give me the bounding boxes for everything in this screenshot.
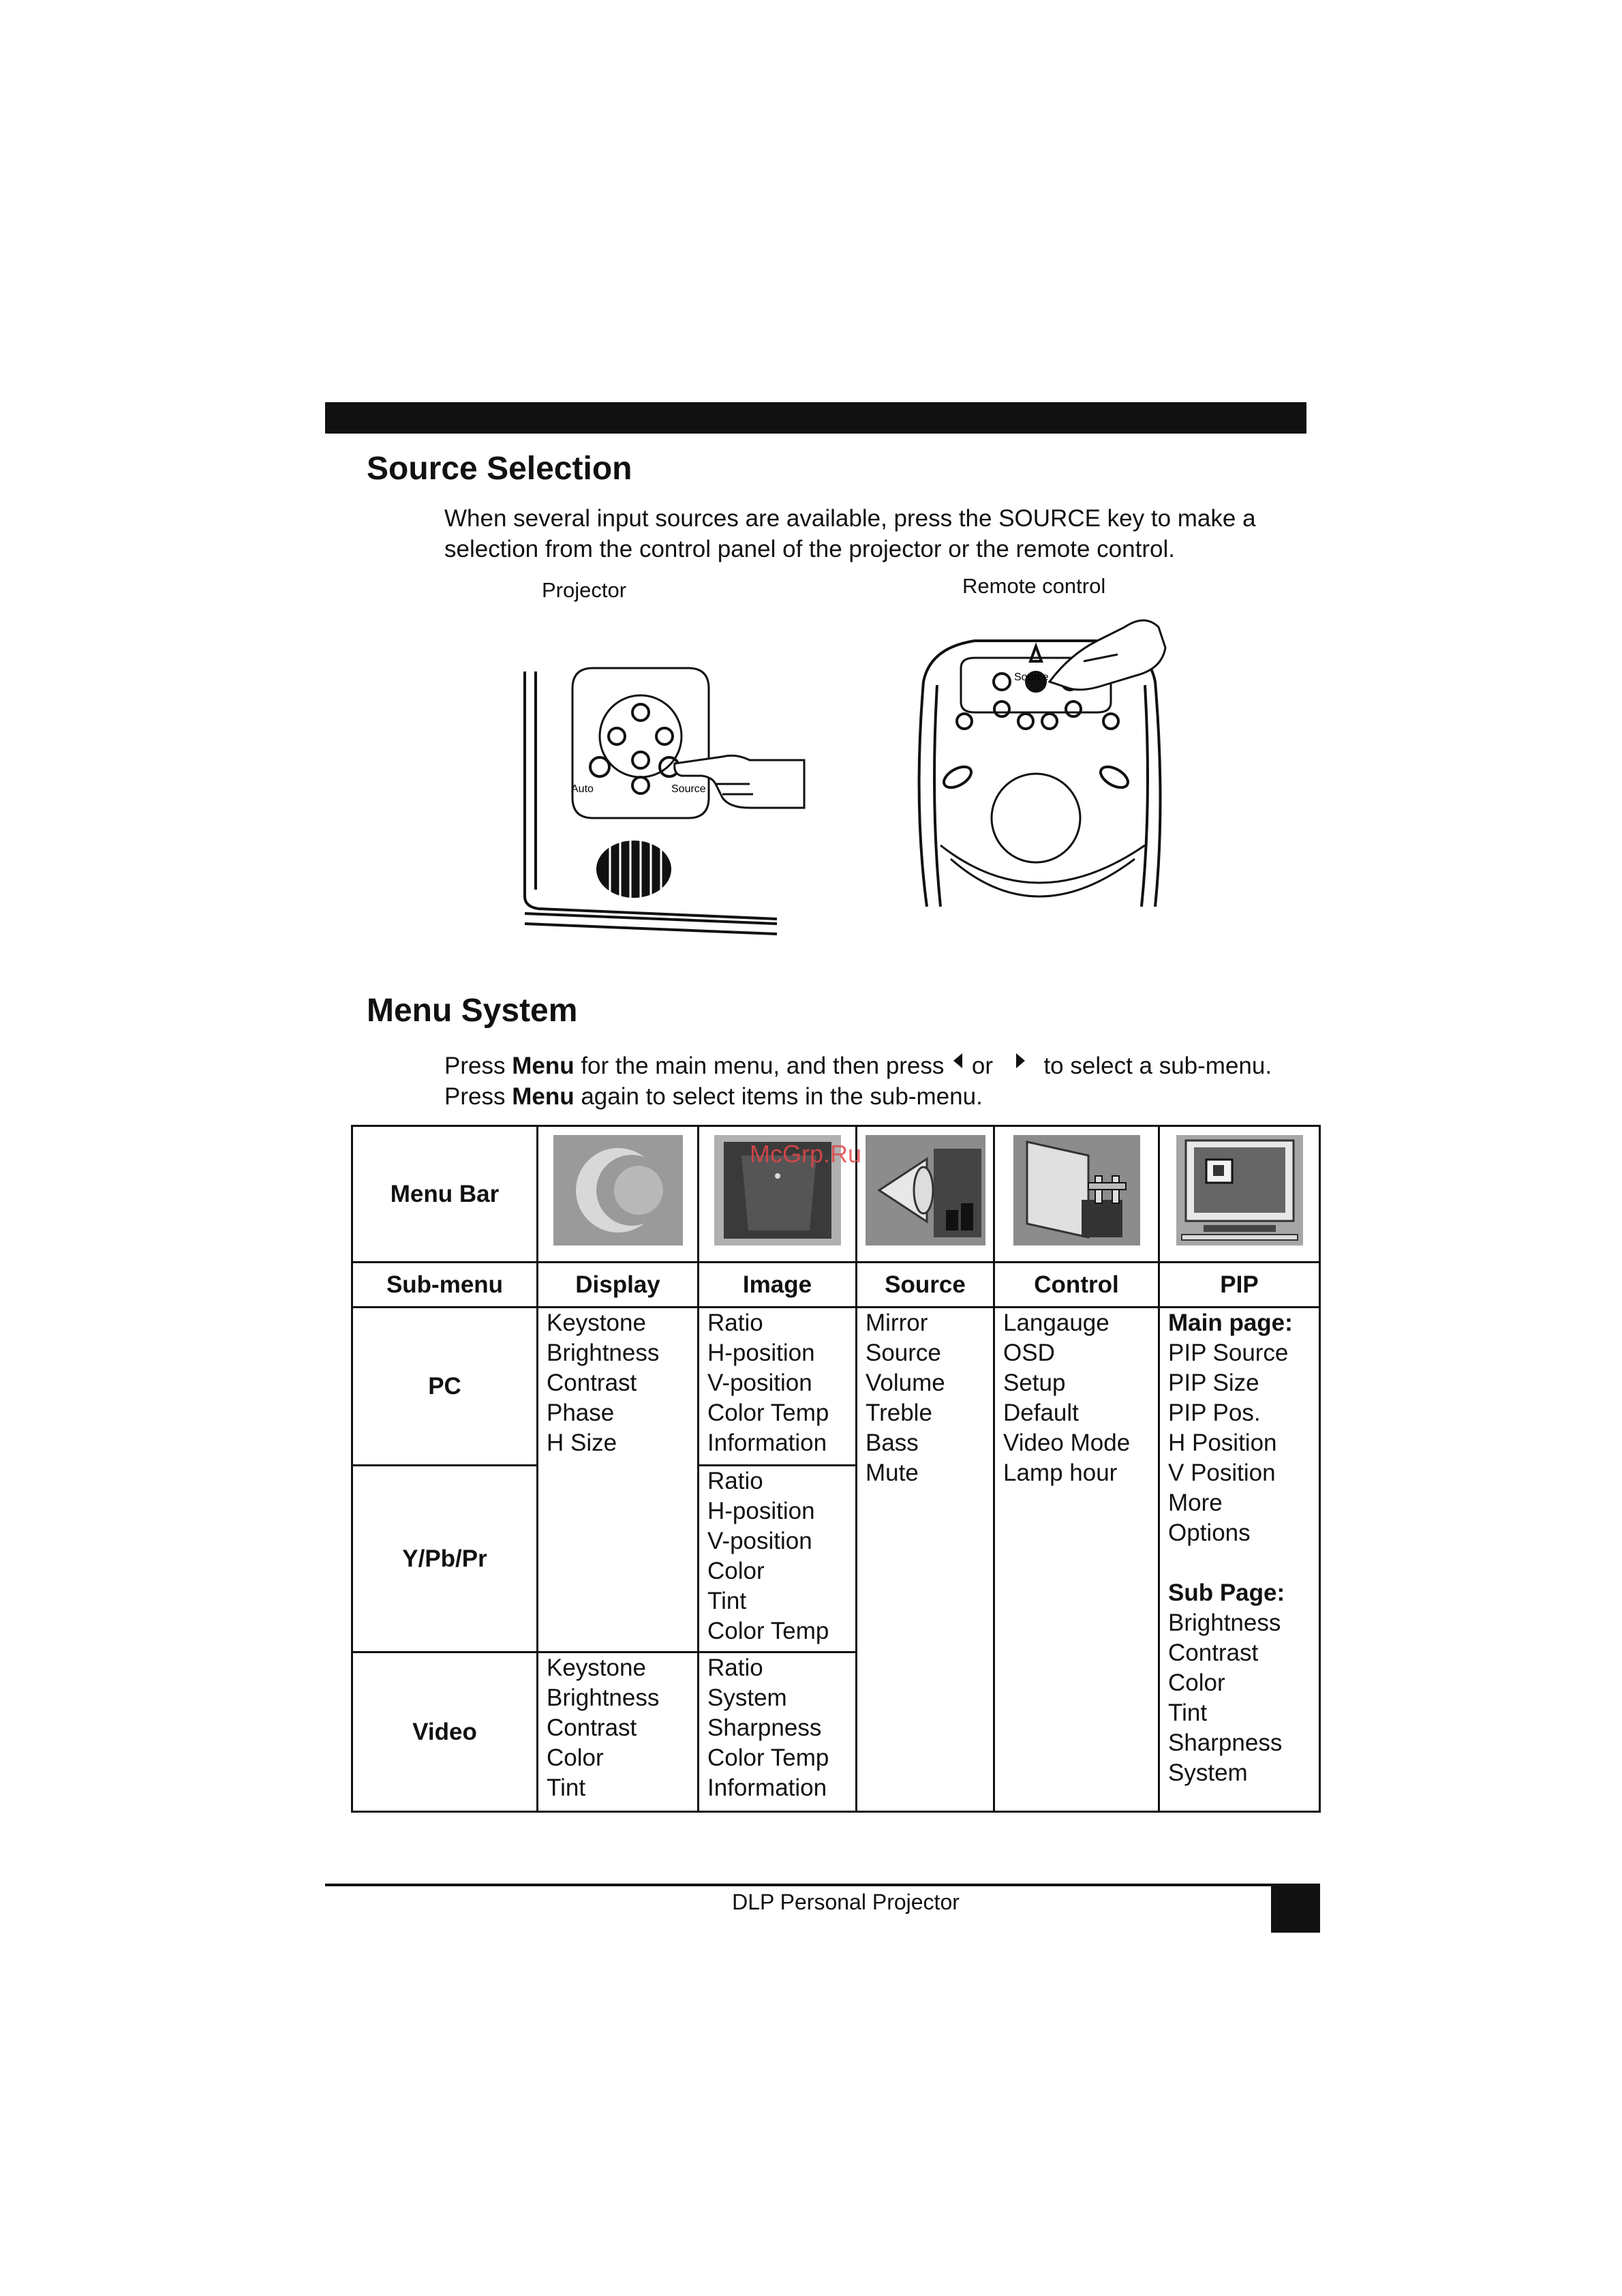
footer-text: DLP Personal Projector [732,1890,960,1914]
image-ypbpr-cell [699,1466,857,1652]
menu-system-text [444,1051,1272,1112]
control-cell [994,1308,1159,1812]
image-ypbpr-list: Ratio H-position V-position Color Tint Color Temp [707,1468,829,1644]
column-header-pip: PIP [1159,1263,1320,1308]
remote-caption: Remote control [962,574,1106,598]
projector-caption: Projector [542,578,627,602]
menu-system-table [351,1125,1321,1813]
image-video-cell [699,1652,857,1812]
source-cell [857,1308,994,1812]
watermark: McGrp.Ru [750,1140,862,1168]
pip-menu-icon [1176,1135,1303,1245]
menu-bar-label: Menu Bar [352,1126,538,1263]
control-list: Langauge OSD Setup Default Video Mode Lamp hour [1003,1310,1131,1486]
control-menu-icon-cell [994,1126,1159,1263]
column-header-control: Control [994,1263,1159,1308]
source-selection-text: When several input sources are available, press the SOURCE key to make a selection from the control panel of the projector or the remote control. [444,505,1256,562]
pressing-hand-icon [1050,620,1165,690]
source-menu-icon-cell [857,1126,994,1263]
sub-menu-label: Sub-menu [352,1263,538,1308]
projector-auto-label: Auto [571,783,594,795]
menu-system-heading: Menu System [367,993,578,1029]
projector-panel-illustration [518,661,818,941]
pip-list: Main page: PIP Source PIP Size PIP Pos. H Position V Position More Options Sub Page: Brightness Contrast Color Tint Sharpness System [1168,1308,1311,1788]
projector-source-label: Source [671,783,706,795]
left-arrow-icon [953,1053,962,1068]
remote-control-illustration [913,600,1172,913]
header-bar [325,402,1306,434]
source-list: Mirror Source Volume Treble Bass Mute [866,1310,945,1486]
pip-sub-page-title: Sub Page: [1168,1580,1285,1606]
display-pc-ypbpr-cell [538,1308,699,1652]
right-arrow-icon [1016,1053,1025,1068]
pip-menu-icon-cell [1159,1126,1320,1263]
control-menu-icon [1013,1135,1140,1245]
column-header-source: Source [857,1263,994,1308]
display-video-list: Keystone Brightness Contrast Color Tint [547,1655,660,1801]
row-label-ypbpr: Y/Pb/Pr [352,1466,538,1652]
image-pc-list: Ratio H-position V-position Color Temp Information [707,1310,829,1456]
remote-source-label: Source [1014,671,1049,683]
pip-main-page-title: Main page: [1168,1310,1293,1336]
display-video-cell [538,1652,699,1812]
pointing-hand-icon [675,755,804,808]
footer-rule [325,1884,1272,1886]
image-pc-cell [699,1308,857,1466]
speaker-grille [596,840,671,898]
row-label-video: Video [352,1652,538,1812]
display-menu-icon-cell [538,1126,699,1263]
column-header-image: Image [699,1263,857,1308]
pip-list-spacer [1168,1548,1311,1578]
source-menu-icon [866,1135,985,1245]
row-label-pc: PC [352,1308,538,1466]
menu-instruction-line-2: Press Menu again to select items in the sub-menu. [444,1083,983,1110]
pip-cell [1159,1308,1320,1812]
image-video-list: Ratio System Sharpness Color Temp Information [707,1655,829,1801]
column-header-display: Display [538,1263,699,1308]
source-selection-heading: Source Selection [367,451,632,487]
menu-instruction-line-1: Press Menu for the main menu, and then press or to select a sub-menu. [444,1053,1272,1079]
display-pc-list: Keystone Brightness Contrast Phase H Size [547,1310,660,1456]
display-menu-icon [553,1135,683,1245]
